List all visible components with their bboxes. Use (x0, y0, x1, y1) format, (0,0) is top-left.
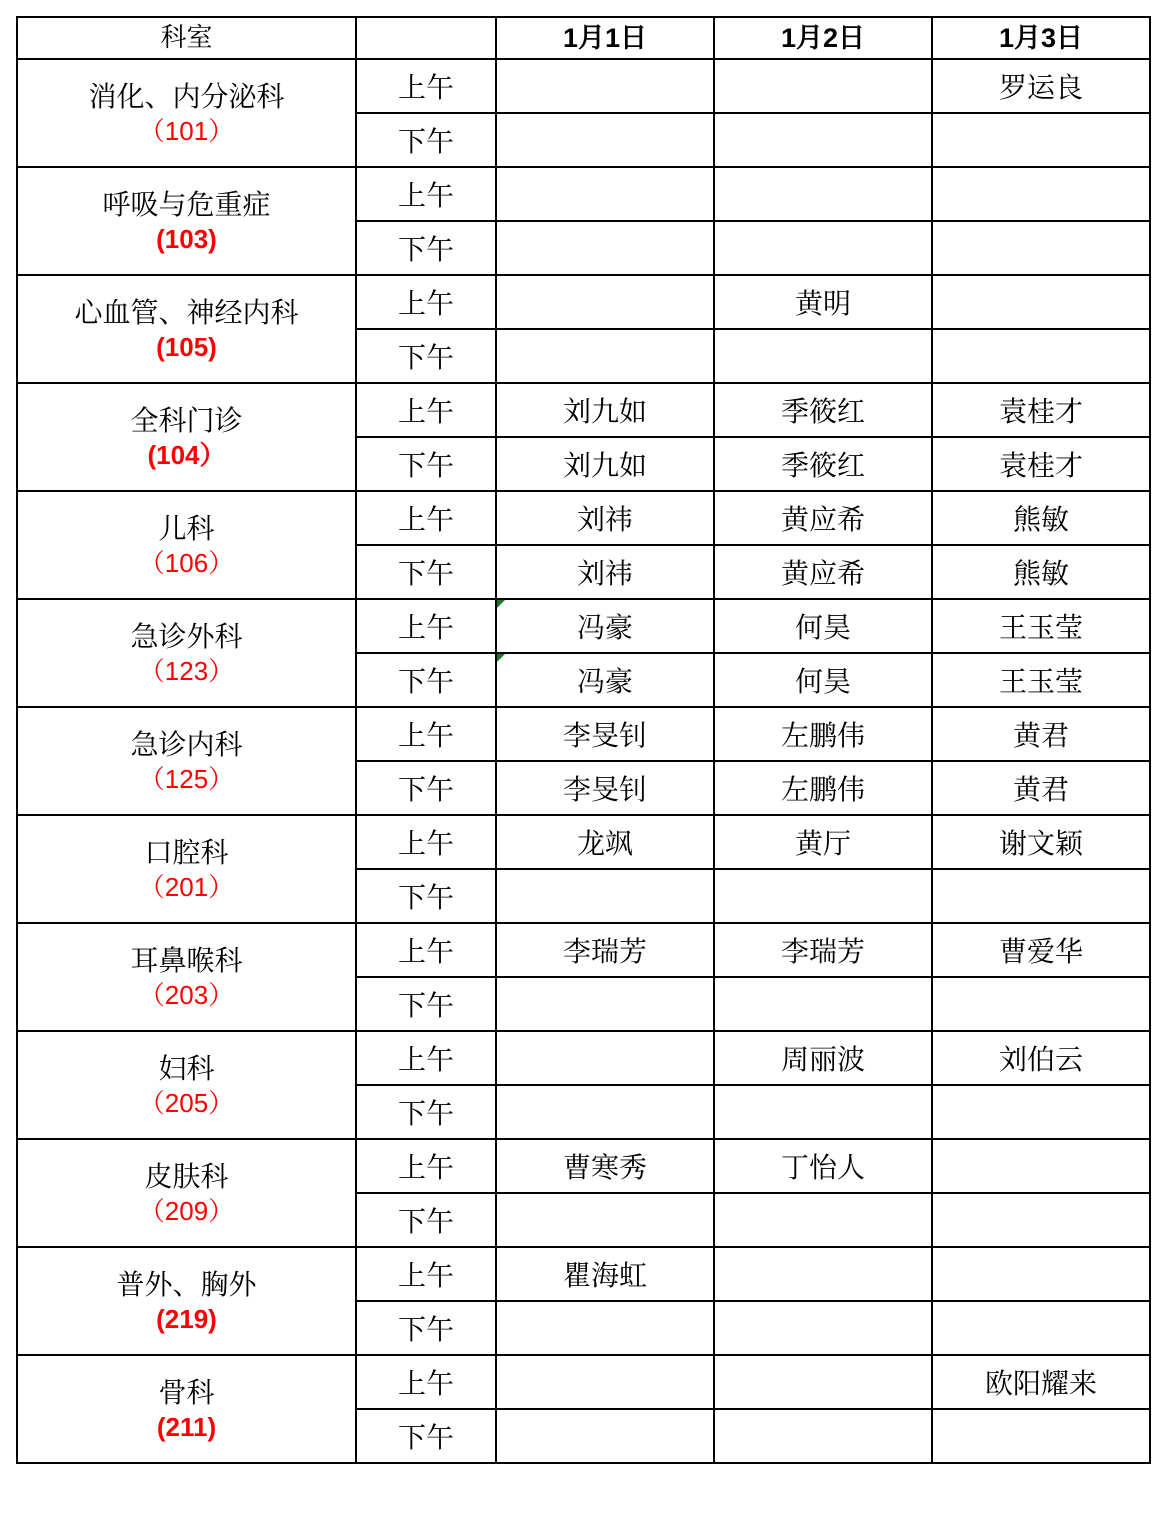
doctor-cell[interactable] (714, 113, 932, 167)
doctor-cell[interactable] (714, 1247, 932, 1301)
period-cell-am[interactable]: 上午 (356, 1139, 496, 1193)
doctor-cell[interactable] (932, 329, 1150, 383)
doctor-cell[interactable] (496, 653, 714, 707)
doctor-cell[interactable] (932, 1409, 1150, 1463)
period-cell-am[interactable]: 上午 (356, 923, 496, 977)
doctor-cell[interactable] (714, 437, 932, 491)
doctor-cell[interactable] (932, 275, 1150, 329)
department-name: 妇科 (158, 1052, 215, 1085)
period-cell-pm[interactable]: 下午 (356, 1085, 496, 1139)
doctor-cell[interactable] (932, 1355, 1150, 1409)
header-dept[interactable]: 科室 (17, 17, 356, 59)
doctor-cell[interactable] (496, 1193, 714, 1247)
doctor-cell[interactable] (932, 545, 1150, 599)
period-cell-am[interactable]: 上午 (356, 59, 496, 113)
period-cell-pm[interactable]: 下午 (356, 653, 496, 707)
department-cell[interactable] (17, 1355, 356, 1463)
department-name: 急诊外科 (130, 620, 243, 653)
doctor-name: 季筱红 (780, 395, 865, 428)
doctor-name: 周丽波 (780, 1043, 865, 1076)
doctor-cell[interactable] (932, 923, 1150, 977)
header-date-1[interactable]: 1月1日 (496, 17, 714, 59)
doctor-cell[interactable] (496, 1409, 714, 1463)
period-cell-pm[interactable]: 下午 (356, 1193, 496, 1247)
doctor-name: 冯豪 (576, 665, 633, 698)
department-name: 骨科 (158, 1376, 215, 1409)
department-room-code: (211) (156, 1412, 217, 1442)
department-cell[interactable] (17, 923, 356, 1031)
department-room-code: （205） (138, 1088, 235, 1118)
header-date-2[interactable]: 1月2日 (714, 17, 932, 59)
doctor-cell[interactable] (496, 707, 714, 761)
doctor-cell[interactable] (496, 977, 714, 1031)
doctor-name: 李旻钊 (562, 719, 647, 752)
doctor-cell[interactable] (714, 221, 932, 275)
doctor-cell[interactable] (714, 1355, 932, 1409)
doctor-name: 谢文颖 (998, 827, 1083, 860)
doctor-cell[interactable] (714, 59, 932, 113)
doctor-cell[interactable] (714, 491, 932, 545)
doctor-name: 黄应希 (780, 557, 865, 590)
doctor-name: 黄应希 (780, 503, 865, 536)
schedule-row-am (17, 923, 1150, 977)
department-cell[interactable] (17, 1139, 356, 1247)
duty-schedule-table (16, 16, 1151, 1464)
cell-note-marker-icon (497, 654, 505, 662)
department-cell[interactable] (17, 815, 356, 923)
department-room-code: （203） (138, 980, 235, 1010)
schedule-row-am (17, 167, 1150, 221)
doctor-cell[interactable] (496, 1355, 714, 1409)
period-cell-pm[interactable]: 下午 (356, 1409, 496, 1463)
period-cell-am[interactable]: 上午 (356, 815, 496, 869)
doctor-cell[interactable] (496, 815, 714, 869)
doctor-cell[interactable] (714, 869, 932, 923)
doctor-cell[interactable] (496, 1031, 714, 1085)
period-cell-pm[interactable]: 下午 (356, 437, 496, 491)
header-date-3[interactable]: 1月3日 (932, 17, 1150, 59)
period-cell-am[interactable]: 上午 (356, 167, 496, 221)
doctor-name: 龙飒 (576, 827, 633, 860)
doctor-name: 王玉莹 (998, 611, 1083, 644)
doctor-name: 袁桂才 (998, 449, 1083, 482)
department-cell[interactable] (17, 491, 356, 599)
doctor-cell[interactable] (496, 275, 714, 329)
doctor-name: 曹爱华 (998, 935, 1083, 968)
department-cell[interactable] (17, 383, 356, 491)
doctor-cell[interactable] (496, 383, 714, 437)
doctor-cell[interactable] (714, 1193, 932, 1247)
doctor-name: 季筱红 (780, 449, 865, 482)
doctor-cell[interactable] (714, 1031, 932, 1085)
doctor-cell[interactable] (496, 1085, 714, 1139)
doctor-cell[interactable] (932, 1031, 1150, 1085)
doctor-name: 曹寒秀 (562, 1151, 647, 1184)
department-name: 耳鼻喉科 (130, 944, 243, 977)
doctor-name: 熊敏 (1012, 503, 1069, 536)
doctor-name: 刘伯云 (998, 1043, 1083, 1076)
doctor-cell[interactable] (932, 167, 1150, 221)
doctor-cell[interactable] (714, 545, 932, 599)
doctor-name: 刘九如 (562, 449, 647, 482)
department-room-code: （106） (138, 548, 235, 578)
doctor-cell[interactable] (932, 113, 1150, 167)
department-room-code: （123） (138, 656, 235, 686)
doctor-cell[interactable] (714, 653, 932, 707)
period-cell-pm[interactable]: 下午 (356, 869, 496, 923)
doctor-cell[interactable] (932, 599, 1150, 653)
department-name: 消化、内分泌科 (88, 80, 285, 113)
doctor-name: 刘九如 (562, 395, 647, 428)
doctor-name: 黄君 (1012, 773, 1069, 806)
doctor-name: 左鹏伟 (780, 773, 865, 806)
department-room-code: （201） (138, 872, 235, 902)
doctor-cell[interactable] (932, 1247, 1150, 1301)
doctor-name: 刘祎 (576, 557, 633, 590)
doctor-cell[interactable] (714, 977, 932, 1031)
doctor-cell[interactable] (714, 275, 932, 329)
doctor-cell[interactable] (932, 491, 1150, 545)
doctor-cell[interactable] (932, 1301, 1150, 1355)
department-cell[interactable] (17, 167, 356, 275)
department-room-code: （101） (138, 116, 235, 146)
department-cell[interactable] (17, 599, 356, 707)
department-name: 口腔科 (144, 836, 229, 869)
department-room-code: (104） (147, 440, 226, 470)
doctor-cell[interactable] (496, 329, 714, 383)
doctor-cell[interactable] (932, 977, 1150, 1031)
doctor-name: 左鹏伟 (780, 719, 865, 752)
doctor-cell[interactable] (496, 491, 714, 545)
cell-note-marker-icon (497, 600, 505, 608)
doctor-name: 欧阳耀来 (984, 1367, 1097, 1400)
doctor-cell[interactable] (714, 1139, 932, 1193)
period-cell-pm[interactable]: 下午 (356, 113, 496, 167)
department-name: 急诊内科 (130, 728, 243, 761)
department-name: 全科门诊 (130, 404, 243, 437)
doctor-cell[interactable] (932, 221, 1150, 275)
doctor-cell[interactable] (932, 383, 1150, 437)
department-room-code: (219) (156, 1304, 217, 1334)
doctor-cell[interactable] (496, 1139, 714, 1193)
schedule-row-am (17, 275, 1150, 329)
department-cell[interactable] (17, 707, 356, 815)
period-cell-pm[interactable]: 下午 (356, 545, 496, 599)
doctor-cell[interactable] (496, 113, 714, 167)
department-cell[interactable] (17, 59, 356, 167)
schedule-row-am (17, 491, 1150, 545)
period-cell-am[interactable]: 上午 (356, 1031, 496, 1085)
department-name: 呼吸与危重症 (102, 188, 271, 221)
doctor-cell[interactable] (714, 923, 932, 977)
doctor-cell[interactable] (714, 707, 932, 761)
doctor-cell[interactable] (496, 761, 714, 815)
doctor-cell[interactable] (932, 1085, 1150, 1139)
department-room-code: （209） (138, 1196, 235, 1226)
doctor-cell[interactable] (932, 707, 1150, 761)
doctor-cell[interactable] (932, 869, 1150, 923)
period-cell-am[interactable]: 上午 (356, 1355, 496, 1409)
doctor-cell[interactable] (932, 1193, 1150, 1247)
doctor-cell[interactable] (932, 815, 1150, 869)
header-row (17, 17, 1150, 59)
schedule-row-am (17, 1355, 1150, 1409)
department-name: 普外、胸外 (116, 1268, 257, 1301)
doctor-name: 黄明 (794, 287, 851, 320)
department-name: 心血管、神经内科 (74, 296, 299, 329)
period-cell-pm[interactable]: 下午 (356, 1301, 496, 1355)
doctor-name: 李旻钊 (562, 773, 647, 806)
department-cell[interactable] (17, 275, 356, 383)
doctor-name: 罗运良 (998, 71, 1083, 104)
doctor-name: 黄厅 (794, 827, 851, 860)
doctor-cell[interactable] (496, 545, 714, 599)
doctor-cell[interactable] (496, 221, 714, 275)
schedule-row-am (17, 59, 1150, 113)
period-cell-am[interactable]: 上午 (356, 1247, 496, 1301)
department-room-code: (105) (156, 332, 217, 362)
doctor-cell[interactable] (932, 761, 1150, 815)
period-cell-am[interactable]: 上午 (356, 491, 496, 545)
department-name: 儿科 (158, 512, 215, 545)
period-cell-pm[interactable]: 下午 (356, 761, 496, 815)
schedule-row-am (17, 1139, 1150, 1193)
doctor-cell[interactable] (714, 1409, 932, 1463)
doctor-name: 李瑞芳 (562, 935, 647, 968)
doctor-name: 王玉莹 (998, 665, 1083, 698)
schedule-row-am (17, 383, 1150, 437)
period-cell-pm[interactable]: 下午 (356, 329, 496, 383)
doctor-cell[interactable] (932, 437, 1150, 491)
doctor-cell[interactable] (714, 599, 932, 653)
doctor-cell[interactable] (714, 761, 932, 815)
period-cell-pm[interactable]: 下午 (356, 221, 496, 275)
doctor-cell[interactable] (714, 1301, 932, 1355)
department-room-code: （125） (138, 764, 235, 794)
doctor-cell[interactable] (932, 1139, 1150, 1193)
doctor-cell[interactable] (714, 1085, 932, 1139)
department-cell[interactable] (17, 1031, 356, 1139)
schedule-row-am (17, 707, 1150, 761)
period-cell-am[interactable]: 上午 (356, 383, 496, 437)
doctor-name: 熊敏 (1012, 557, 1069, 590)
period-cell-am[interactable]: 上午 (356, 599, 496, 653)
schedule-row-am (17, 599, 1150, 653)
doctor-name: 何昊 (794, 665, 851, 698)
schedule-row-am (17, 1247, 1150, 1301)
department-cell[interactable] (17, 1247, 356, 1355)
doctor-cell[interactable] (496, 437, 714, 491)
doctor-cell[interactable] (714, 815, 932, 869)
doctor-name: 袁桂才 (998, 395, 1083, 428)
header-period[interactable] (356, 17, 496, 59)
doctor-cell[interactable] (714, 167, 932, 221)
doctor-cell[interactable] (714, 329, 932, 383)
doctor-name: 李瑞芳 (780, 935, 865, 968)
doctor-cell[interactable] (496, 1247, 714, 1301)
period-cell-pm[interactable]: 下午 (356, 977, 496, 1031)
doctor-cell[interactable] (496, 923, 714, 977)
doctor-cell[interactable] (714, 383, 932, 437)
period-cell-am[interactable]: 上午 (356, 707, 496, 761)
doctor-cell[interactable] (496, 167, 714, 221)
doctor-name: 冯豪 (576, 611, 633, 644)
schedule-body (17, 17, 1150, 1463)
schedule-row-am (17, 1031, 1150, 1085)
department-name: 皮肤科 (144, 1160, 229, 1193)
period-cell-am[interactable]: 上午 (356, 275, 496, 329)
schedule-row-am (17, 815, 1150, 869)
department-room-code: (103) (156, 224, 217, 254)
doctor-cell[interactable] (496, 59, 714, 113)
doctor-cell[interactable] (932, 59, 1150, 113)
doctor-name: 何昊 (794, 611, 851, 644)
doctor-name: 刘祎 (576, 503, 633, 536)
doctor-cell[interactable] (496, 1301, 714, 1355)
doctor-cell[interactable] (496, 599, 714, 653)
doctor-name: 瞿海虹 (562, 1259, 647, 1292)
doctor-cell[interactable] (932, 653, 1150, 707)
doctor-name: 黄君 (1012, 719, 1069, 752)
doctor-cell[interactable] (496, 869, 714, 923)
doctor-name: 丁怡人 (780, 1151, 865, 1184)
